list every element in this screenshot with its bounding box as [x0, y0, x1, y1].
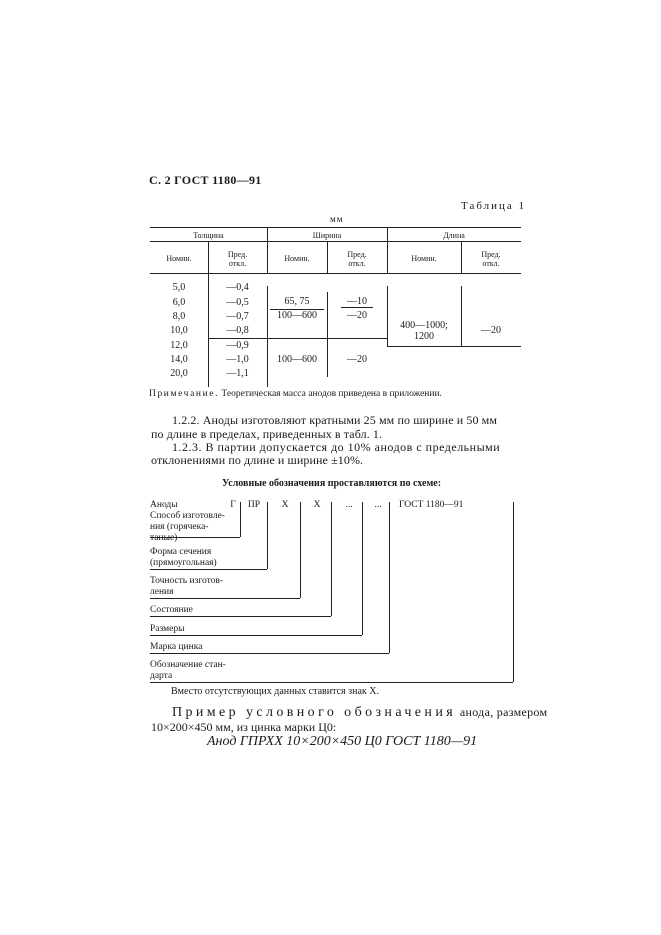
scheme-code-method: Г: [230, 500, 236, 510]
scheme-leader: [150, 635, 362, 636]
thickness-nom-cell: 8,0: [172, 311, 186, 322]
header-width: Ширина: [312, 231, 342, 240]
table-group-rule: [150, 241, 521, 242]
thickness-dev-cell: —0,4: [226, 282, 249, 293]
thickness-dev-cell: —1,0: [226, 354, 249, 365]
clause-1-2-3-line1: 1.2.3. В партии допускается до 10% анодов с предельными: [172, 440, 501, 454]
scheme-leader: [362, 502, 363, 635]
width-row-rule: [341, 307, 373, 308]
scheme-standard: ГОСТ 1180—91: [399, 500, 464, 510]
thickness-nom-cell: 14,0: [170, 354, 188, 365]
scheme-label-sizes: Размеры: [150, 624, 185, 634]
table-units: мм: [330, 214, 344, 224]
width-dev-cell: —20: [347, 310, 367, 321]
header-thickness-dev: Пред. откл.: [227, 250, 248, 268]
clause-1-2-2-line2: по длине в пределах, приведенных в табл. 1.: [151, 427, 383, 441]
scheme-label-state: Состояние: [150, 605, 193, 615]
width-nom-cell: 65, 75: [284, 296, 310, 307]
table-note: Примечание. Теоретическая масса анодов приведена в приложении.: [149, 389, 442, 399]
header-length: Длина: [443, 231, 465, 240]
header-length-nom: Номин.: [411, 254, 437, 263]
header-width-dev: Пред. откл.: [347, 250, 367, 268]
scheme-code-shape: ПР: [247, 500, 261, 510]
clause-1-2-3-line2: отклонениями по длине и ширине ±10%.: [151, 453, 364, 467]
thickness-nom-cell: 20,0: [170, 368, 188, 379]
scheme-label-accuracy: Точность изготов- ления: [150, 576, 224, 597]
scheme-label-std-designation: Обозначение стан- дарта: [150, 660, 226, 681]
header-thickness-nom: Номин.: [166, 254, 192, 263]
table-caption: Таблица 1: [461, 200, 527, 212]
scheme-leader: [150, 598, 300, 599]
thickness-dev-cell: —0,9: [226, 340, 249, 351]
scheme-leader: [150, 682, 513, 683]
thickness-dev-cell: —0,7: [226, 311, 249, 322]
scheme-label-method: Способ изготовле- ния (горячека- таные): [150, 511, 225, 543]
example-designation: Анод ГПРХХ 10×200×450 Ц0 ГОСТ 1180—91: [207, 734, 478, 749]
width-nom-cell: 100—600: [277, 310, 317, 321]
scheme-code-accuracy: Х: [281, 500, 289, 510]
scheme-leader: [389, 502, 390, 653]
scheme-leader: [150, 569, 267, 570]
scheme-leader: [240, 502, 241, 537]
width-nom-cell: 100—600: [277, 354, 317, 365]
thickness-dev-cell: —0,5: [226, 297, 249, 308]
thickness-nom-cell: 10,0: [170, 325, 188, 336]
thickness-nom-cell: 5,0: [172, 282, 186, 293]
thickness-nom-cell: 6,0: [172, 297, 186, 308]
length-dev-cell: —20: [481, 325, 501, 336]
scheme-leader: [513, 502, 514, 682]
table-divider: [461, 286, 462, 346]
table-inner-rule: [208, 338, 387, 339]
example-line2: 10×200×450 мм, из цинка марки Ц0:: [151, 720, 337, 734]
scheme-code-zinc: ...: [374, 500, 382, 510]
table-top-rule: [150, 227, 521, 228]
table-header-rule: [150, 273, 521, 274]
scheme-code-sizes: ...: [345, 500, 353, 510]
scheme-leader: [267, 502, 268, 569]
header-width-nom: Номин.: [284, 254, 310, 263]
length-nom-cell: 400—1000; 1200: [400, 320, 448, 342]
width-dev-cell: —20: [347, 354, 367, 365]
clause-1-2-2-line1: 1.2.2. Аноды изготовляют кратными 25 мм по ширине и 50 мм: [172, 413, 498, 427]
scheme-product: Аноды: [150, 500, 178, 510]
width-dev-cell: —10: [347, 296, 367, 307]
thickness-nom-cell: 12,0: [170, 340, 188, 351]
page-header: С. 2 ГОСТ 1180—91: [149, 173, 262, 187]
thickness-dev-cell: —0,8: [226, 325, 249, 336]
scheme-leader: [150, 653, 389, 654]
example-title: Пример условного обозначения анода, размером: [172, 705, 548, 720]
missing-data-note: Вместо отсутствующих данных ставится знак Х.: [171, 686, 379, 697]
table-inner-rule: [387, 346, 521, 347]
scheme-label-zinc: Марка цинка: [150, 642, 203, 652]
scheme-leader: [300, 502, 301, 598]
scheme-leader: [150, 616, 331, 617]
header-length-dev: Пред. откл.: [481, 250, 501, 268]
thickness-dev-cell: —1,1: [226, 368, 249, 379]
scheme-leader: [331, 502, 332, 616]
scheme-title: Условные обозначения проставляются по схеме:: [222, 478, 442, 489]
scheme-label-shape: Форма сечения (прямоугольная): [150, 547, 217, 568]
header-thickness: Толщина: [193, 231, 224, 240]
scheme-code-state: Х: [313, 500, 321, 510]
